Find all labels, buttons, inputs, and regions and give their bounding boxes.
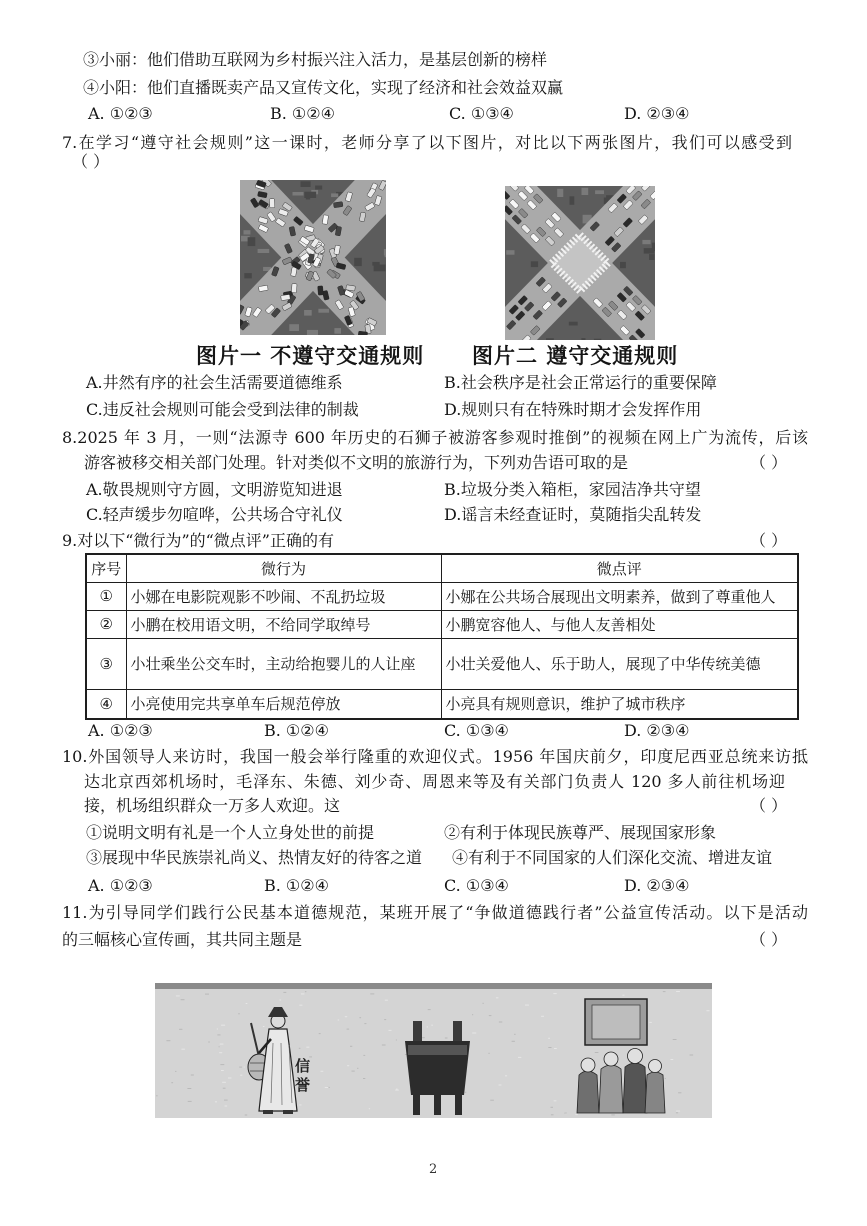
texture-speck — [224, 1100, 228, 1101]
row-comment: 小鹏宽容他人、与他人友善相处 — [441, 610, 798, 638]
texture-speck — [488, 1053, 489, 1054]
texture-speck — [564, 1113, 566, 1114]
intersection-photo-orderly — [505, 186, 655, 340]
car — [291, 284, 297, 293]
texture-speck — [219, 1052, 222, 1053]
texture-speck — [706, 1010, 709, 1011]
texture-speck — [225, 1106, 228, 1107]
q7-option-b: B.社会秩序是社会正常运行的重要保障 — [444, 373, 717, 392]
texture-speck — [499, 1085, 502, 1086]
texture-speck — [181, 1049, 185, 1050]
texture-speck — [364, 1023, 366, 1024]
q6-statement-3: ③小丽：他们借助互联网为乡村振兴注入活力，是基层创新的榜样 — [83, 50, 548, 69]
texture-speck — [512, 1041, 515, 1042]
texture-speck — [181, 999, 185, 1000]
q11-answer-bracket: （ ） — [750, 930, 788, 949]
texture-speck — [220, 1064, 224, 1065]
texture-speck — [472, 1014, 473, 1015]
texture-speck — [345, 1016, 347, 1017]
building — [315, 186, 322, 190]
building — [595, 190, 604, 194]
building — [546, 338, 554, 340]
texture-speck — [357, 1068, 358, 1069]
q9-option-d: D. ②③④ — [624, 721, 690, 740]
texture-speck — [665, 1078, 666, 1079]
building — [244, 230, 251, 234]
q8-option-a: A.敬畏规则守方圆，文明游览知进退 — [86, 480, 343, 499]
texture-speck — [663, 991, 666, 992]
texture-speck — [548, 1047, 551, 1048]
row-no: ② — [86, 610, 126, 638]
car — [318, 286, 324, 295]
table-row — [86, 582, 798, 610]
building — [289, 324, 299, 331]
texture-speck — [263, 1026, 265, 1027]
q10-statement-2: ②有利于体现民族尊严、展现国家形象 — [444, 823, 717, 842]
header-comment: 微点评 — [441, 554, 798, 582]
texture-speck — [283, 992, 286, 993]
building — [301, 181, 311, 187]
texture-speck — [427, 1026, 428, 1027]
texture-speck — [525, 1005, 529, 1006]
texture-speck — [175, 1071, 176, 1072]
q8-stem-line-2: 游客被移交相关部门处理。针对类似不文明的旅游行为，下列劝告语可取的是 — [84, 453, 629, 472]
texture-speck — [385, 1000, 388, 1001]
building — [652, 243, 655, 252]
q10-option-b: B. ①②④ — [264, 876, 329, 895]
texture-speck — [222, 1082, 226, 1083]
building — [594, 339, 601, 340]
texture-speck — [428, 1009, 431, 1010]
texture-speck — [156, 1095, 158, 1096]
q8-option-c: C.轻声缓步勿喧哗，公共场合守礼仪 — [86, 505, 343, 524]
row-no: ④ — [86, 689, 126, 719]
texture-speck — [187, 1088, 191, 1089]
texture-speck — [321, 1071, 324, 1072]
q6-option-a: A. ①②③ — [88, 104, 153, 123]
texture-speck — [220, 1044, 224, 1045]
texture-speck — [221, 1070, 224, 1071]
poster-top-edge — [155, 983, 712, 989]
building — [354, 258, 362, 266]
q7-figure-1-caption: 图片一 不遵守交通规则 — [196, 343, 425, 368]
q8-answer-bracket: （ ） — [750, 453, 788, 472]
q9-option-c: C. ①③④ — [444, 721, 509, 740]
texture-speck — [483, 1003, 484, 1004]
header-behavior: 微行为 — [126, 554, 441, 582]
q9-option-a: A. ①②③ — [88, 721, 153, 740]
row-no: ③ — [86, 638, 126, 689]
texture-speck — [223, 1088, 226, 1089]
person — [623, 1063, 647, 1113]
texture-speck — [352, 1071, 355, 1072]
row-behavior: 小壮乘坐公交车时，主动给抱婴儿的人让座 — [126, 638, 441, 689]
texture-speck — [217, 1029, 218, 1030]
texture-speck — [246, 1003, 248, 1004]
building — [531, 261, 538, 267]
q10-answer-bracket: （ ） — [750, 796, 788, 815]
texture-speck — [676, 1112, 678, 1113]
texture-speck — [690, 1055, 694, 1056]
texture-speck — [221, 1025, 225, 1026]
building — [307, 330, 318, 335]
texture-speck — [179, 1029, 182, 1030]
texture-speck — [649, 1022, 651, 1023]
q7-option-c: C.违反社会规则可能会受到法律的制裁 — [86, 400, 359, 419]
row-no: ① — [86, 582, 126, 610]
texture-speck — [347, 1065, 349, 1066]
texture-speck — [472, 1033, 476, 1034]
texture-speck — [299, 1048, 301, 1049]
row-comment: 小娜在公共场合展现出文明素养，做到了尊重他人 — [441, 582, 798, 610]
texture-speck — [191, 1075, 194, 1076]
texture-speck — [319, 1033, 321, 1034]
texture-speck — [239, 1067, 242, 1068]
building — [293, 192, 304, 196]
building — [581, 338, 585, 340]
q10-stem-line-2: 达北京西郊机场时，毛泽东、朱德、刘少奇、周恩来等及有关部门负责人 120 多人前往机场迎 — [84, 772, 785, 791]
building — [582, 188, 589, 195]
texture-speck — [359, 1017, 361, 1018]
texture-speck — [245, 1115, 248, 1116]
q6-option-d: D. ②③④ — [624, 104, 690, 123]
q7-answer-bracket: （ ） — [72, 152, 110, 171]
car — [333, 202, 343, 208]
texture-speck — [240, 1075, 242, 1076]
row-comment: 小亮具有规则意识，维护了城市秩序 — [441, 689, 798, 719]
texture-speck — [363, 1078, 365, 1079]
q10-stem-line-1: 10.外国领导人来访时，我国一般会举行隆重的欢迎仪式。1956 年国庆前夕，印度尼西亚总统来访抵 — [62, 747, 808, 766]
texture-speck — [166, 1040, 170, 1041]
texture-speck — [551, 1114, 554, 1115]
q7-figure-1 — [240, 180, 386, 335]
texture-speck — [553, 993, 556, 994]
texture-speck — [347, 1029, 350, 1030]
q6-option-c: C. ①③④ — [449, 104, 514, 123]
texture-speck — [208, 1042, 210, 1043]
texture-speck — [622, 995, 624, 996]
texture-speck — [301, 993, 305, 994]
texture-speck — [176, 995, 180, 996]
q11-stem-line-1: 11.为引导同学们践行公民基本道德规范，某班开展了“争做道德践行者”公益宣传活动。以下是活动 — [62, 903, 808, 922]
texture-speck — [518, 1057, 521, 1058]
ding-leg — [434, 1093, 441, 1115]
texture-speck — [422, 1037, 425, 1038]
texture-speck — [575, 1114, 578, 1115]
q10-option-c: C. ①③④ — [444, 876, 509, 895]
poster-lettering: 信誉 — [293, 1058, 311, 1096]
texture-speck — [396, 1089, 398, 1090]
q10-option-a: A. ①②③ — [88, 876, 153, 895]
person — [599, 1065, 623, 1113]
q10-option-d: D. ②③④ — [624, 876, 690, 895]
ding-leg — [455, 1093, 462, 1115]
texture-speck — [554, 1100, 557, 1101]
texture-speck — [215, 1101, 217, 1102]
texture-speck — [465, 1092, 466, 1093]
building — [570, 196, 575, 205]
texture-speck — [205, 994, 209, 995]
texture-speck — [673, 1039, 677, 1040]
q10-stem-line-3: 接，机场组织群众一万多人欢迎。这 — [84, 796, 341, 815]
person — [577, 1071, 599, 1113]
texture-speck — [445, 1038, 448, 1039]
table-row — [86, 610, 798, 638]
building — [334, 328, 341, 334]
texture-speck — [238, 1013, 240, 1014]
texture-speck — [505, 1075, 507, 1076]
texture-speck — [188, 1101, 192, 1102]
building — [374, 265, 386, 272]
table-row — [86, 638, 798, 689]
building — [258, 249, 270, 253]
building — [506, 250, 514, 255]
q7-option-d: D.规则只有在特殊时期才会发挥作用 — [444, 400, 702, 419]
texture-speck — [395, 1090, 399, 1091]
q9-stem: 9.对以下“微行为”的“微点评”正确的有 — [62, 531, 334, 550]
q11-posters-figure — [155, 983, 712, 1118]
row-behavior: 小亮使用完共享单车后规范停放 — [126, 689, 441, 719]
texture-speck — [370, 993, 374, 994]
q10-statement-3: ③展现中华民族崇礼尚义、热情友好的待客之道 — [86, 848, 423, 867]
texture-speck — [228, 1078, 232, 1079]
texture-speck — [382, 1045, 386, 1046]
car — [322, 215, 328, 225]
texture-speck — [389, 1030, 392, 1031]
texture-speck — [325, 1087, 329, 1088]
texture-speck — [514, 1034, 516, 1035]
building — [557, 189, 563, 197]
texture-speck — [384, 1019, 386, 1020]
building — [569, 322, 578, 326]
texture-speck — [554, 1048, 557, 1049]
person — [645, 1072, 665, 1113]
texture-speck — [244, 1067, 245, 1068]
building — [385, 251, 386, 258]
q6-statement-4: ④小阳：他们直播既卖产品又宣传文化，实现了经济和社会效益双赢 — [83, 78, 564, 97]
q8-stem-line-1: 8.2025 年 3 月，一则“法源寺 600 年历史的石狮子被游客参观时推倒”的视频在网上广为流传，后该 — [62, 428, 808, 447]
q7-figure-2-caption: 图片二 遵守交通规则 — [472, 343, 679, 368]
header-no: 序号 — [86, 554, 126, 582]
building — [620, 262, 626, 268]
q10-statement-4: ④有利于不同国家的人们深化交流、增进友谊 — [452, 848, 773, 867]
texture-speck — [490, 1100, 494, 1101]
page-number: 2 — [429, 1162, 438, 1177]
building — [649, 254, 654, 260]
texture-speck — [350, 1046, 352, 1047]
row-comment: 小壮关爱他人、乐于助人，展现了中华传统美德 — [441, 638, 798, 689]
texture-speck — [496, 997, 499, 998]
q10-statement-1: ①说明文明有礼是一个人立身处世的前提 — [86, 823, 375, 842]
texture-speck — [369, 1108, 370, 1109]
building — [331, 193, 338, 197]
car — [281, 294, 291, 300]
texture-speck — [489, 1015, 492, 1016]
texture-speck — [671, 1059, 674, 1060]
texture-speck — [305, 991, 307, 992]
ding-band — [408, 1045, 467, 1055]
ding-leg — [413, 1093, 420, 1115]
texture-speck — [396, 1040, 397, 1041]
building — [642, 240, 650, 244]
texture-speck — [338, 1020, 339, 1021]
texture-speck — [279, 1000, 281, 1001]
q9-answer-bracket: （ ） — [750, 531, 788, 550]
building — [304, 192, 316, 198]
texture-speck — [306, 1047, 309, 1048]
q7-option-a: A.井然有序的社会生活需要道德维系 — [86, 373, 343, 392]
texture-speck — [678, 1092, 681, 1093]
building — [318, 309, 329, 313]
table-row — [86, 689, 798, 719]
texture-speck — [217, 1034, 220, 1035]
building — [244, 273, 252, 278]
texture-speck — [499, 1022, 502, 1023]
three-posters-image — [155, 983, 712, 1118]
texture-speck — [611, 1114, 614, 1115]
q7-figure-2 — [505, 186, 655, 340]
texture-speck — [299, 1104, 301, 1105]
texture-speck — [171, 1082, 173, 1083]
building — [304, 310, 312, 316]
q11-stem-line-2: 的三幅核心宣传画，其共同主题是 — [62, 930, 303, 949]
texture-speck — [299, 1005, 302, 1006]
q9-table — [85, 553, 799, 720]
row-behavior: 小娜在电影院观影不吵闹、不乱扔垃圾 — [126, 582, 441, 610]
q8-option-d: D.谣言未经查证时，莫随指尖乱转发 — [444, 505, 702, 524]
building — [248, 237, 256, 246]
q6-option-b: B. ①②④ — [270, 104, 335, 123]
q8-option-b: B.垃圾分类入箱柜，家园洁净共守望 — [444, 480, 701, 499]
car — [269, 199, 275, 208]
texture-speck — [676, 1111, 680, 1112]
q9-option-b: B. ①②④ — [264, 721, 329, 740]
texture-speck — [541, 1016, 544, 1017]
q7-stem: 7.在学习“遵守社会规则”这一课时，老师分享了以下图片，对比以下两张图片，我们可以感受到 — [62, 133, 792, 152]
intersection-photo-disorder — [240, 180, 386, 335]
texture-speck — [551, 1107, 554, 1108]
texture-speck — [548, 1038, 550, 1039]
texture-speck — [431, 1025, 433, 1026]
texture-speck — [676, 991, 680, 992]
row-behavior: 小鹏在校用语文明，不给同学取绰号 — [126, 610, 441, 638]
texture-speck — [219, 1046, 220, 1047]
texture-speck — [595, 1052, 599, 1053]
texture-speck — [363, 1055, 365, 1056]
table-header-row — [86, 554, 798, 582]
